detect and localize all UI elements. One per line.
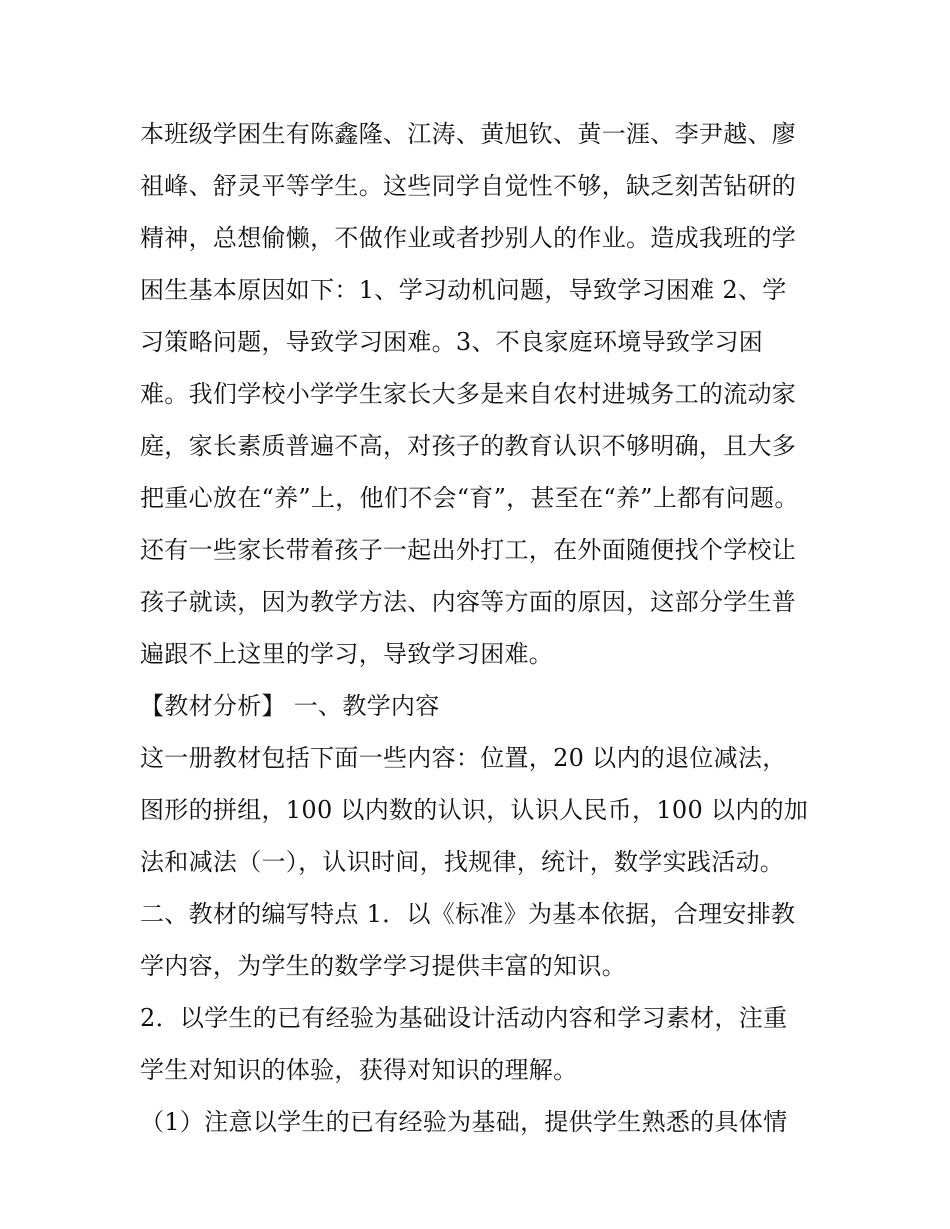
text-line: 学生对知识的体验，获得对知识的理解。 — [140, 1056, 578, 1084]
body-text — [140, 108, 820, 1148]
text-line: 习策略问题，导致学习困难。3、不良家庭环境导致学习困 — [140, 328, 764, 356]
text-line: 把重心放在“养”上，他们不会“育”，甚至在“养”上都有问题。 — [140, 484, 799, 512]
text-line: 难。我们学校小学学生家长大多是来自农村进城务工的流动家 — [140, 380, 797, 408]
text-line: 图形的拼组，100 以内数的认识，认识人民币，100 以内的加 — [140, 796, 809, 824]
text-line: 学内容，为学生的数学学习提供丰富的知识。 — [140, 952, 626, 980]
section-heading: 【教材分析】 一、教学内容 — [140, 692, 440, 720]
text-line: 庭，家长素质普遍不高，对孩子的教育认识不够明确，且大多 — [140, 432, 797, 460]
text-line: 这一册教材包括下面一些内容：位置，20 以内的退位减法， — [140, 744, 787, 772]
text-line: 2．以学生的已有经验为基础设计活动内容和学习素材，注重 — [140, 1004, 788, 1032]
text-line: （1）注意以学生的已有经验为基础，提供学生熟悉的具体情 — [140, 1108, 788, 1136]
text-line: 法和减法（一），认识时间，找规律，统计，数学实践活动。 — [140, 848, 785, 876]
text-line: 还有一些家长带着孩子一起出外打工，在外面随便找个学校让 — [140, 536, 797, 564]
text-line: 孩子就读，因为教学方法、内容等方面的原因，这部分学生普 — [140, 588, 797, 616]
text-line: 二、教材的编写特点 1．以《标准》为基本依据，合理安排教 — [140, 900, 796, 928]
text-line: 本班级学困生有陈鑫隆、江涛、黄旭钦、黄一涯、李尹越、廖 — [140, 120, 797, 148]
text-line: 精神，总想偷懒，不做作业或者抄别人的作业。造成我班的学 — [140, 224, 797, 252]
text-line: 困生基本原因如下：1、学习动机问题，导致学习困难 2、学 — [140, 276, 787, 304]
text-line: 遍跟不上这里的学习，导致学习困难。 — [140, 640, 554, 668]
text-line: 祖峰、舒灵平等学生。这些同学自觉性不够，缺乏刻苦钻研的 — [140, 172, 797, 200]
